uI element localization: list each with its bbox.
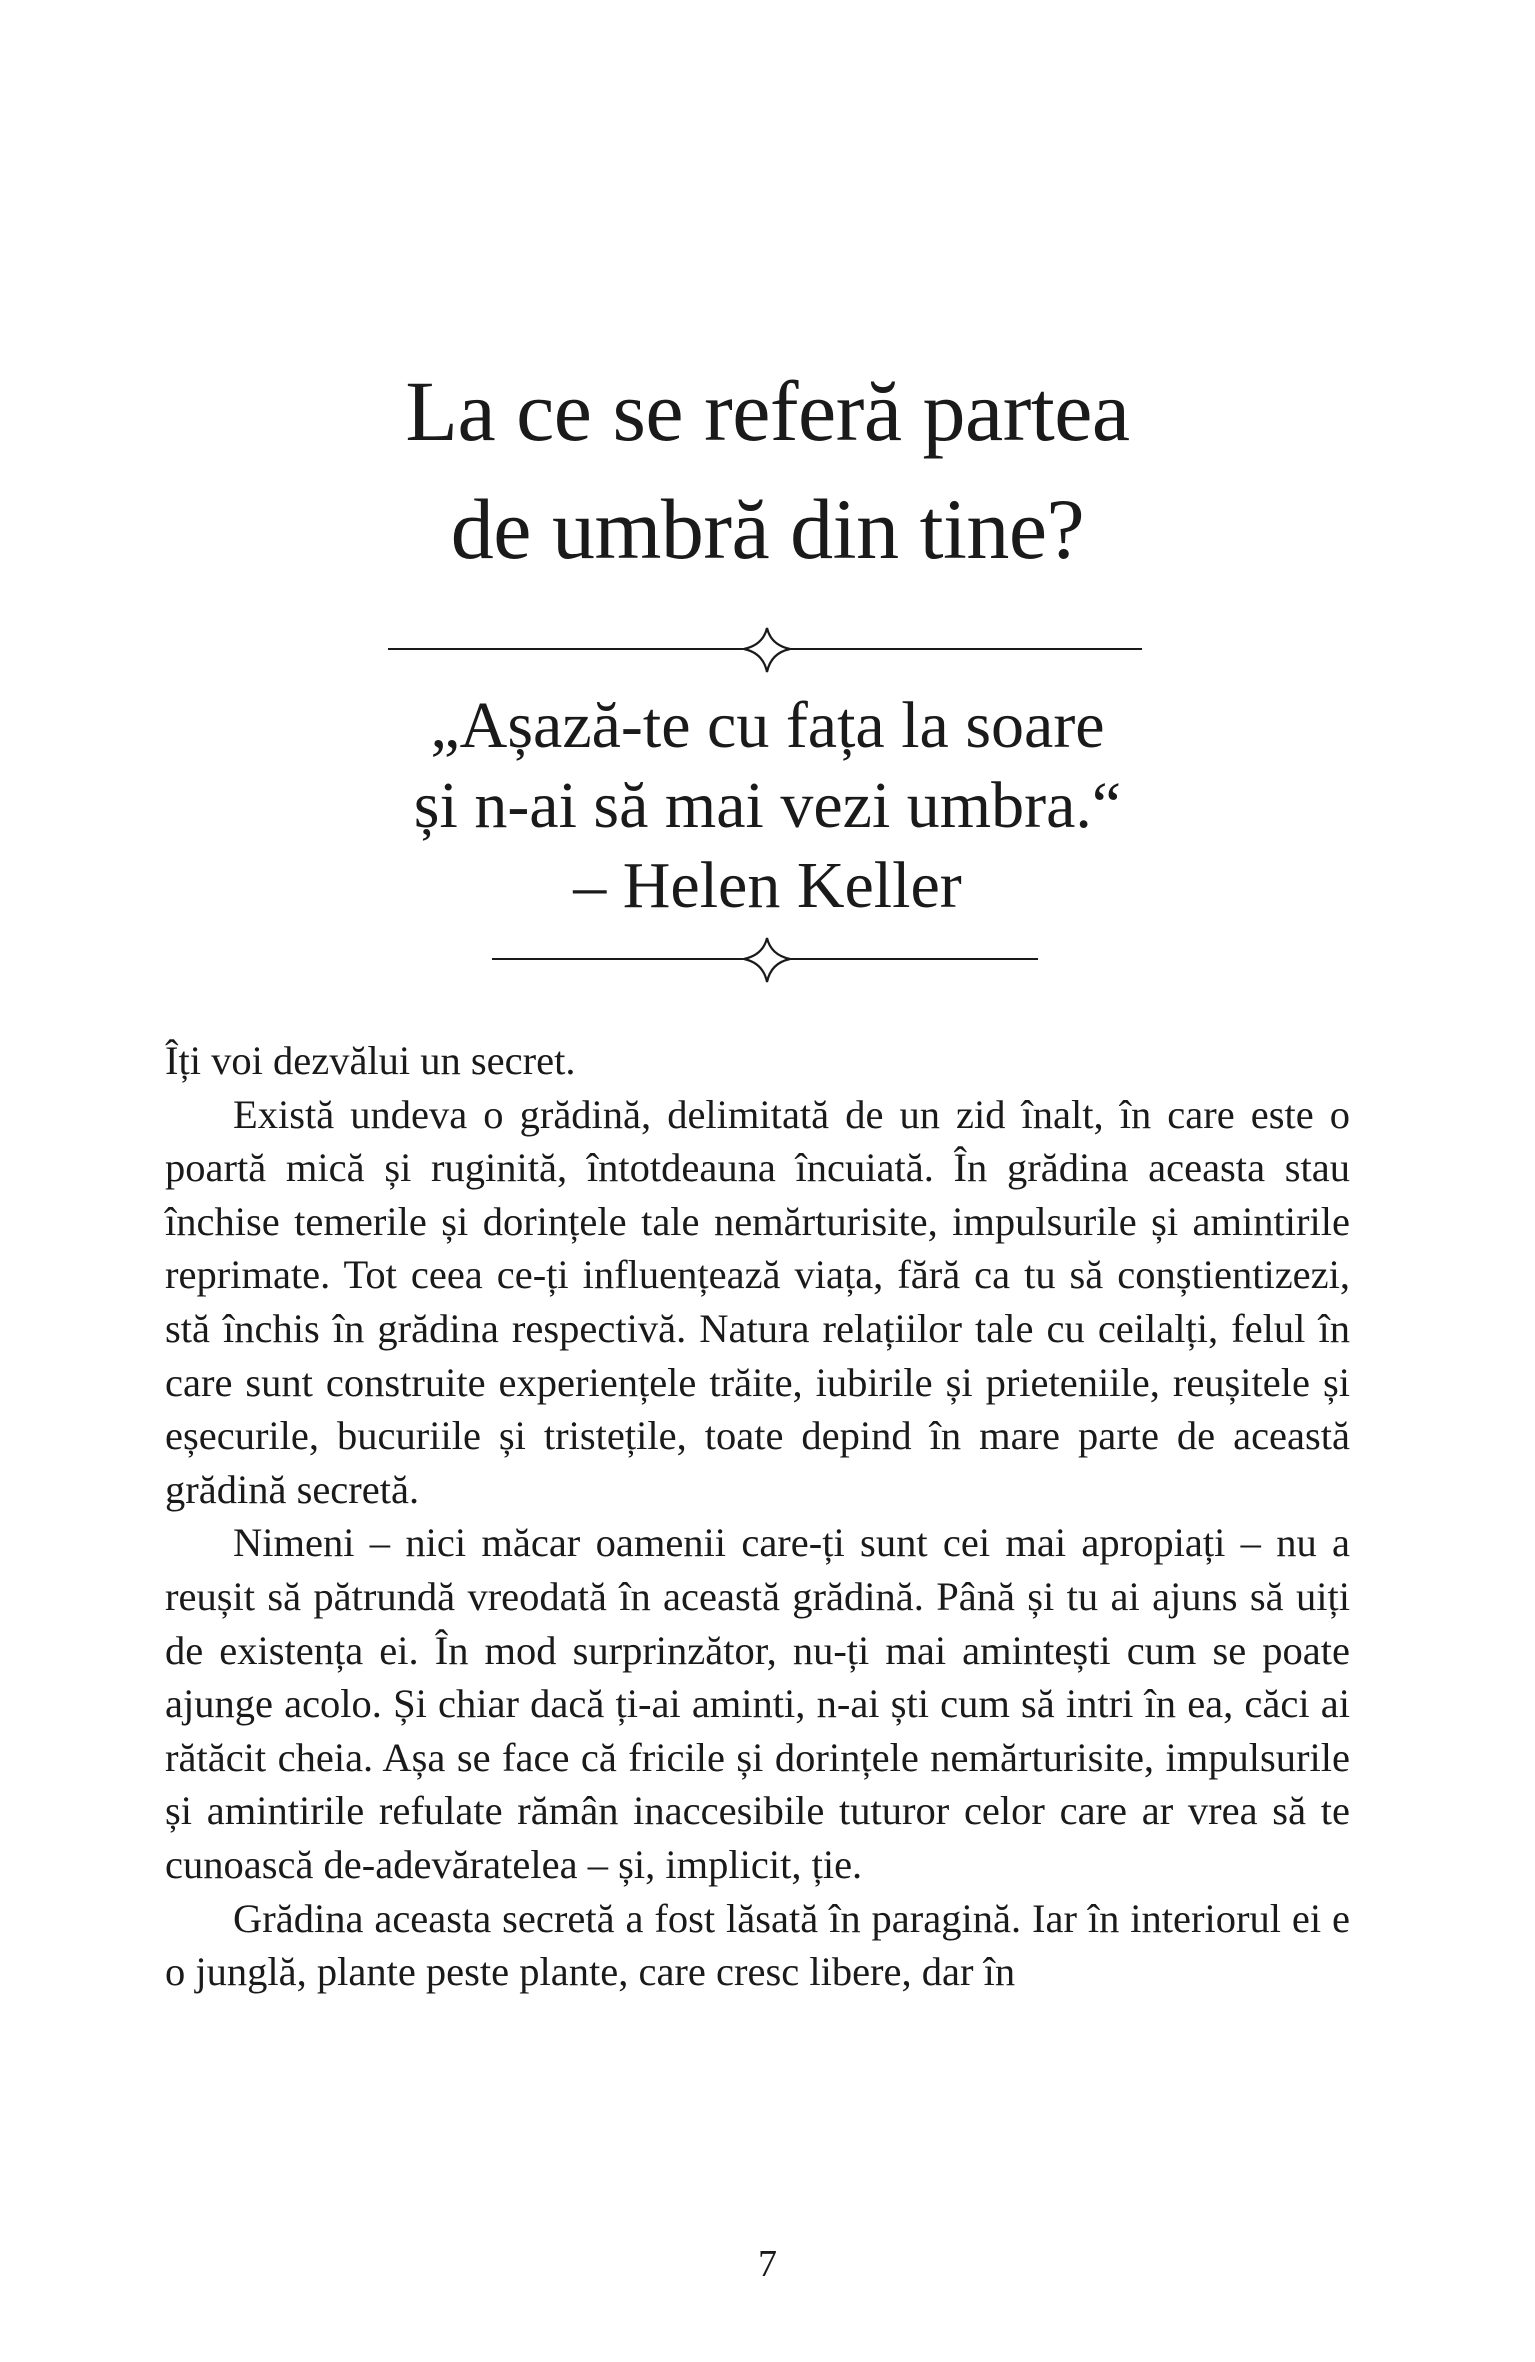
ornament-divider-top: [0, 620, 1535, 680]
diamond-ornament-icon: [0, 620, 1535, 680]
ornament-divider-bottom: [0, 930, 1535, 990]
diamond-ornament-icon: [0, 930, 1535, 990]
epigraph-line-2: și n-ai să mai vezi umbra.“: [413, 769, 1122, 842]
epigraph-line-1: „Așază-te cu fața la soare: [430, 689, 1105, 762]
paragraph-1: Îți voi dezvălui un secret.: [165, 1038, 576, 1083]
paragraph-3: Nimeni – nici măcar oamenii care-ți sunt cei mai apropiați – nu a reușit să pătrundă vreodată în această grădină. Până și tu ai ajuns să uiți de existența ei. În mod surprinzător, nu-ți mai amintești cum se poate ajunge acolo. Și chiar dacă ți-ai aminti, n-ai ști cum să intri în ea, căci ai rătăcit cheia. Așa se face că fricile și dorințele nemărturisite, impulsurile și amintirile refulate rămân inaccesibile tuturor celor care ar vrea să te cunoască de-adevăratelea – și, implicit, ție.: [165, 1520, 1350, 1887]
chapter-title: [0, 352, 1535, 588]
body-text: [165, 1034, 1350, 1999]
paragraph-2: Există undeva o grădină, delimitată de un zid înalt, în care este o poartă mică și ruginită, întotdeauna încuiată. În grădina aceasta stau închise temerile și dorințele tale nemărturisite, impulsurile și amintirile reprimate. Tot ceea ce-ți influențează viața, fără ca tu să conștientizezi, stă închis în grădina respectivă. Natura relațiilor tale cu ceilalți, felul în care sunt construite experiențele trăite, iubirile și prieteniile, reușitele și eșecurile, bucuriile și tristețile, toate depind în mare parte de această grădină secretă.: [165, 1091, 1350, 1512]
epigraph: [0, 686, 1535, 926]
page-number: 7: [758, 2243, 777, 2285]
epigraph-author: – Helen Keller: [573, 849, 962, 922]
paragraph-4: Grădina aceasta secretă a fost lăsată în paragină. Iar în interiorul ei e o junglă, plante peste plante, care cresc libere, dar în: [165, 1895, 1350, 1995]
chapter-title-line-1: La ce se referă partea: [405, 363, 1130, 459]
chapter-title-line-2: de umbră din tine?: [450, 481, 1085, 577]
